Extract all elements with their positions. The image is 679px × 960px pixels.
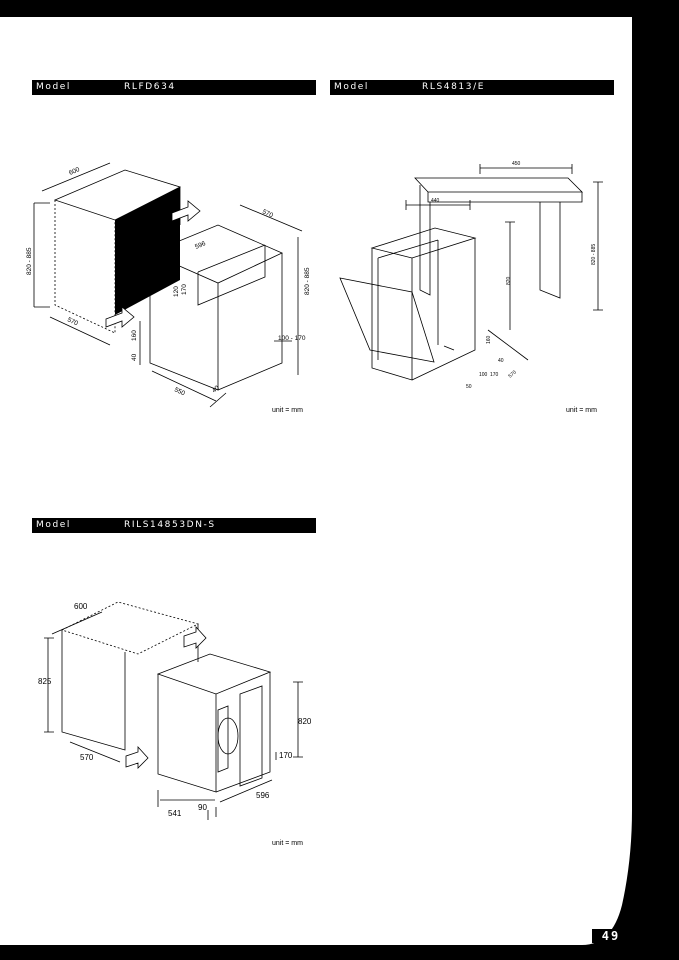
- page-number: 49: [592, 929, 630, 943]
- dim-label: 820 - 885: [26, 247, 33, 275]
- dim-label: 541: [168, 809, 182, 818]
- dim-label: 450: [512, 161, 521, 167]
- model-name: RILS14853DN-S: [124, 520, 216, 530]
- model-label: Model: [36, 520, 72, 530]
- model-bar-rls4813: [330, 80, 614, 95]
- dim-label: 596: [194, 240, 207, 251]
- model-bar-rlfd634: [32, 80, 316, 95]
- model-label: Model: [36, 82, 72, 92]
- dim-label: 570: [80, 753, 94, 762]
- dim-label: 550: [173, 386, 186, 398]
- dim-label: 40: [210, 384, 221, 395]
- diagram-rlfd634: [20, 145, 320, 415]
- dim-label: 160: [131, 330, 138, 341]
- dim-label: 170: [279, 751, 293, 760]
- dim-label: 440: [431, 198, 440, 204]
- side-title: TECHNICAL SPECIFICATIONS: [647, 83, 663, 325]
- dim-label: 825: [38, 677, 52, 686]
- dim-label: 100: [479, 372, 488, 378]
- dim-label: 160: [486, 335, 492, 344]
- dim-label: 170: [490, 372, 499, 378]
- dim-label: 600: [74, 602, 88, 611]
- model-name: RLFD634: [124, 82, 176, 92]
- dim-label: 600: [68, 166, 81, 177]
- dim-label: 820: [298, 717, 312, 726]
- unit-note: unit = mm: [566, 407, 597, 414]
- unit-note: unit = mm: [272, 407, 303, 414]
- dim-label: 570: [261, 208, 274, 220]
- model-bar-rils14853: [32, 518, 316, 533]
- dim-label: 170: [181, 284, 188, 295]
- dim-label: 100 - 170: [278, 335, 306, 342]
- dim-label: 820 - 885: [591, 243, 597, 265]
- dim-label: 40: [131, 353, 138, 361]
- model-name: RLS4813/E: [422, 82, 486, 92]
- dim-label: 570: [66, 316, 79, 328]
- unit-note: unit = mm: [272, 840, 303, 847]
- dim-label: 596: [256, 791, 270, 800]
- model-label: Model: [334, 82, 370, 92]
- dim-label: 820 - 885: [304, 267, 311, 295]
- dim-label: 570: [507, 369, 518, 380]
- dim-label: 820: [506, 276, 512, 285]
- dim-label: 50: [466, 384, 472, 390]
- dim-label: 120: [173, 286, 180, 297]
- diagram-rls4813: [330, 150, 620, 400]
- dim-label: 40: [498, 358, 504, 364]
- dim-label: 90: [198, 803, 207, 812]
- diagram-rils14853: [40, 592, 320, 837]
